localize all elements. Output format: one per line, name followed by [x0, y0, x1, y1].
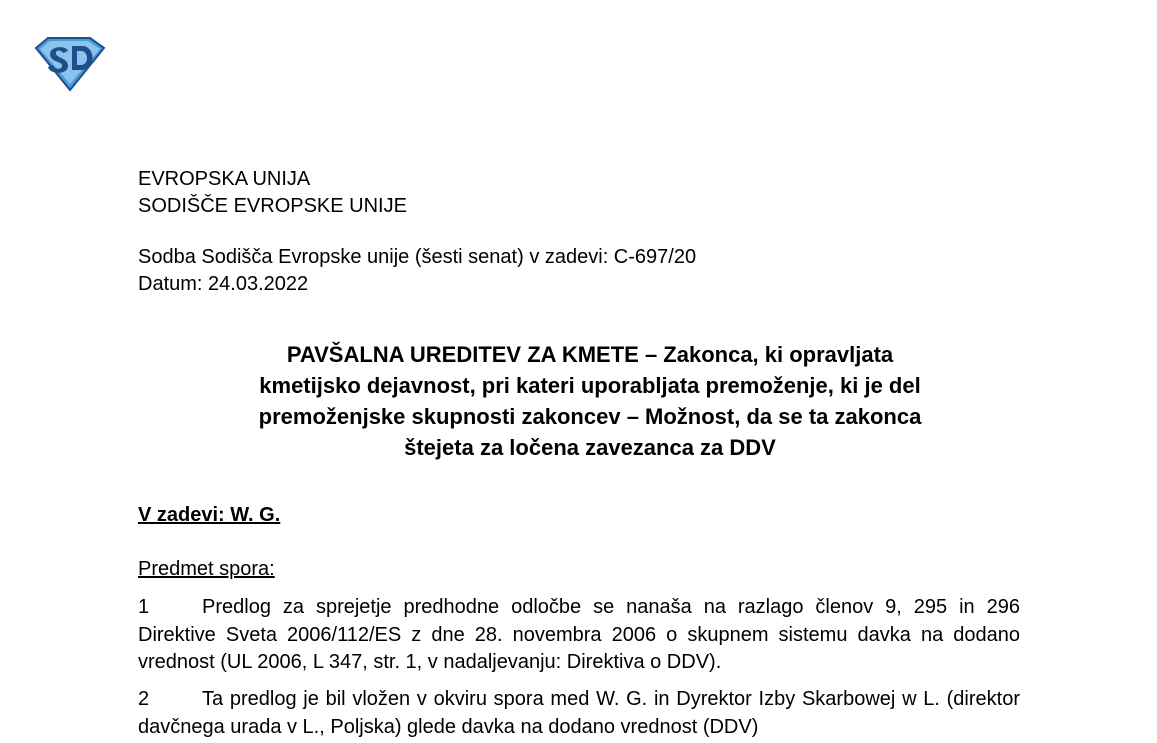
paragraph-number: 1 [138, 596, 150, 618]
in-case-heading: V zadevi: W. G. [138, 504, 281, 526]
title-line-1: PAVŠALNA UREDITEV ZA KMETE – Zakonca, ki opravljata [286, 342, 894, 367]
institution-line-1: EVROPSKA UNIJA [138, 168, 311, 190]
title-line-2: kmetijsko dejavnost, pri kateri uporabljata premoženje, ki je del [259, 373, 921, 398]
institution-line-2: SODIŠČE EVROPSKE UNIJE [138, 195, 407, 217]
paragraph-1 [138, 594, 1020, 677]
judgment-date: Datum: 24.03.2022 [138, 273, 309, 295]
institution-header [138, 166, 407, 220]
case-info [138, 244, 696, 298]
judgment-reference: Sodba Sodišča Evropske unije (šesti senat) v zadevi: C-697/20 [138, 246, 697, 268]
subject-heading: Predmet spora: [138, 558, 275, 580]
title-line-4: štejeta za ločena zavezanca za DDV [404, 435, 776, 460]
paragraph-text: Ta predlog je bil vložen v okviru spora med W. G. in Dyrektor Izby Skarbowej w L. (direktor davčnega urada v L., Poljska) glede davka na dodano vrednost (DDV) [138, 688, 1020, 738]
paragraph-number: 2 [138, 688, 150, 710]
title-line-3: premoženjske skupnosti zakoncev – Možnost, da se ta zakonca [258, 404, 922, 429]
paragraph-2 [138, 686, 1020, 741]
document-title [150, 339, 1030, 463]
paragraph-text: Predlog za sprejetje predhodne odločbe se nanaša na razlago členov 9, 295 in 296 Direktive Sveta 2006/112/ES z dne 28. novembra 2006 o skupnem sistemu davka na dodano vrednost (UL 2006, L 347, str. 1, v nadaljevanju: Direktiva o DDV). [138, 596, 1020, 673]
court-logo-icon [30, 36, 108, 92]
